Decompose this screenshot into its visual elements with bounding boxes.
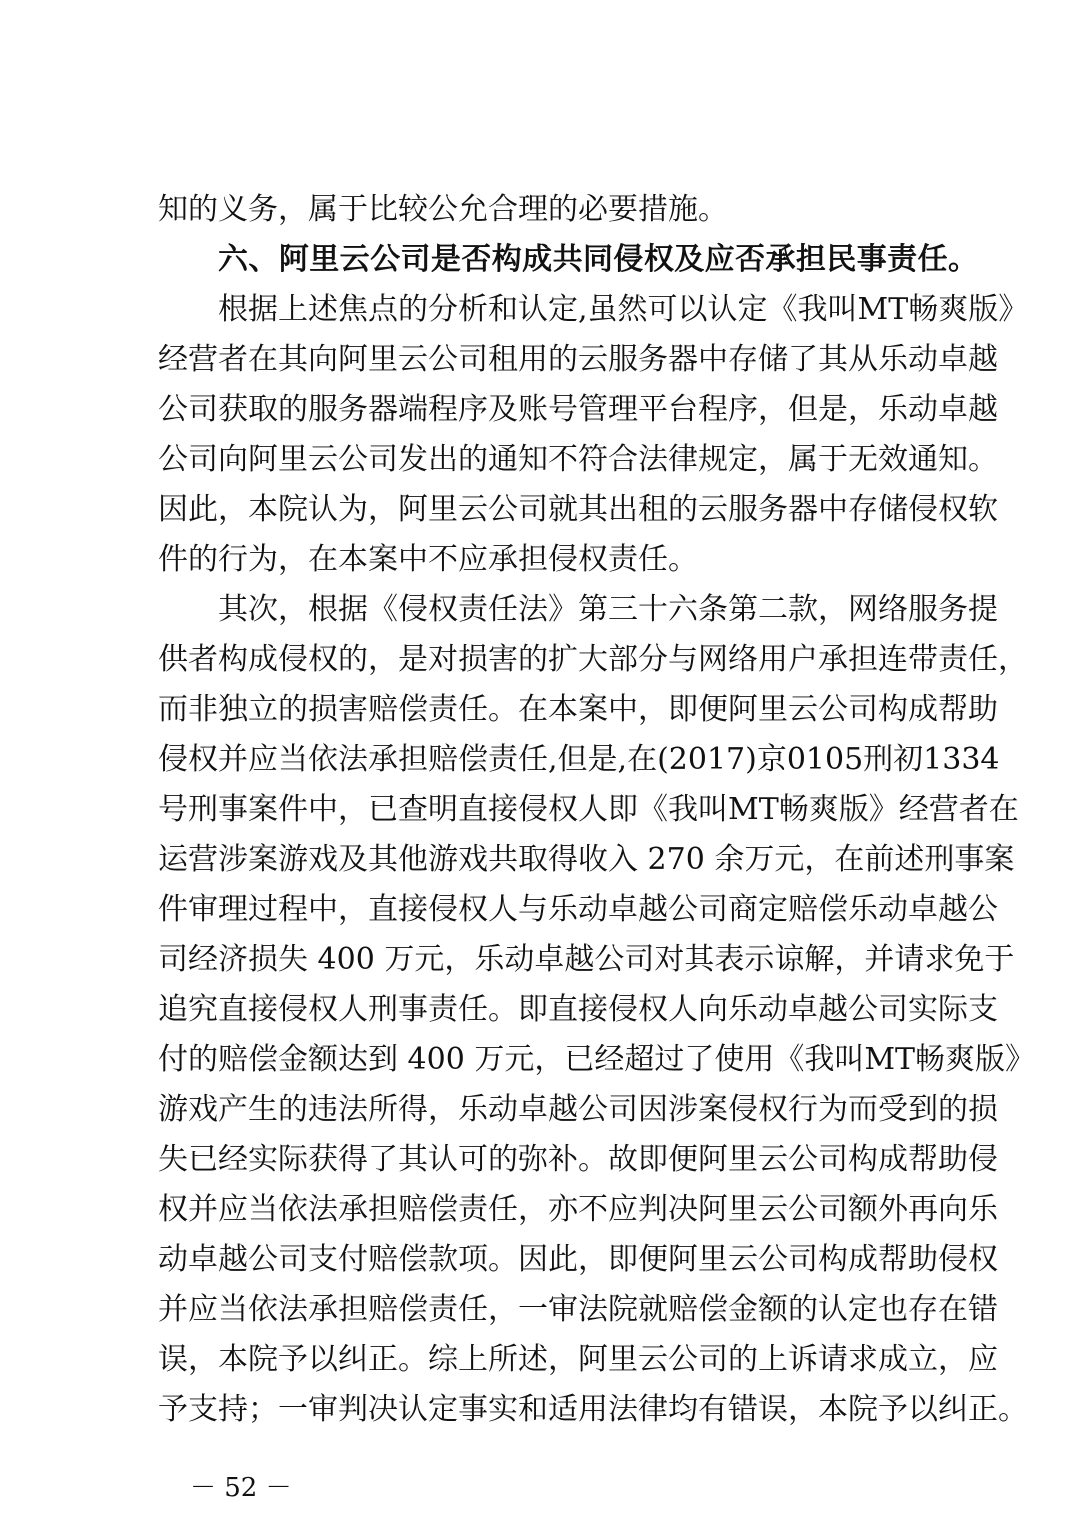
paragraph-line: 予支持；一审判决认定事实和适用法律均有错误，本院予以纠正。: [158, 1392, 1028, 1427]
paragraph-line: 件审理过程中，直接侵权人与乐动卓越公司商定赔偿乐动卓越公: [158, 892, 998, 927]
paragraph-line: 付的赔偿金额达到 400 万元，已经超过了使用《我叫MT畅爽版》: [158, 1042, 1036, 1077]
paragraph-line: 侵权并应当依法承担赔偿责任,但是,在(2017)京0105刑初1334: [158, 742, 1000, 777]
paragraph-line: 号刑事案件中，已查明直接侵权人即《我叫MT畅爽版》经营者在: [158, 792, 1019, 827]
paragraph-line: 追究直接侵权人刑事责任。即直接侵权人向乐动卓越公司实际支: [158, 992, 998, 1027]
paragraph-line: 公司获取的服务器端程序及账号管理平台程序，但是，乐动卓越: [158, 392, 998, 427]
paragraph-line: 供者构成侵权的，是对损害的扩大部分与网络用户承担连带责任，: [158, 642, 1028, 677]
paragraph-line: 权并应当依法承担赔偿责任，亦不应判决阿里云公司额外再向乐: [158, 1192, 998, 1227]
paragraph-line: 因此，本院认为，阿里云公司就其出租的云服务器中存储侵权软: [158, 492, 998, 527]
paragraph-line: 而非独立的损害赔偿责任。在本案中，即便阿里云公司构成帮助: [158, 692, 998, 727]
paragraph-line: 其次，根据《侵权责任法》第三十六条第二款，网络服务提: [218, 592, 998, 627]
paragraph-line: 运营涉案游戏及其他游戏共取得收入 270 余万元，在前述刑事案: [158, 842, 1015, 877]
text-line: 知的义务，属于比较公允合理的必要措施。: [158, 192, 728, 227]
paragraph-line: 失已经实际获得了其认可的弥补。故即便阿里云公司构成帮助侵: [158, 1142, 998, 1177]
paragraph-line: 游戏产生的违法所得，乐动卓越公司因涉案侵权行为而受到的损: [158, 1092, 998, 1127]
section-heading: 六、阿里云公司是否构成共同侵权及应否承担民事责任。: [218, 242, 978, 277]
paragraph-line: 并应当依法承担赔偿责任，一审法院就赔偿金额的认定也存在错: [158, 1292, 998, 1327]
paragraph-line: 误，本院予以纠正。综上所述，阿里云公司的上诉请求成立，应: [158, 1342, 998, 1377]
paragraph-line: 公司向阿里云公司发出的通知不符合法律规定，属于无效通知。: [158, 442, 998, 477]
paragraph-line: 动卓越公司支付赔偿款项。因此，即便阿里云公司构成帮助侵权: [158, 1242, 998, 1277]
paragraph-line: 经营者在其向阿里云公司租用的云服务器中存储了其从乐动卓越: [158, 342, 998, 377]
paragraph-line: 司经济损失 400 万元，乐动卓越公司对其表示谅解，并请求免于: [158, 942, 1015, 977]
page-number: － 52 －: [190, 1473, 292, 1503]
paragraph-line: 件的行为，在本案中不应承担侵权责任。: [158, 542, 698, 577]
paragraph-line: 根据上述焦点的分析和认定,虽然可以认定《我叫MT畅爽版》: [218, 292, 1029, 327]
